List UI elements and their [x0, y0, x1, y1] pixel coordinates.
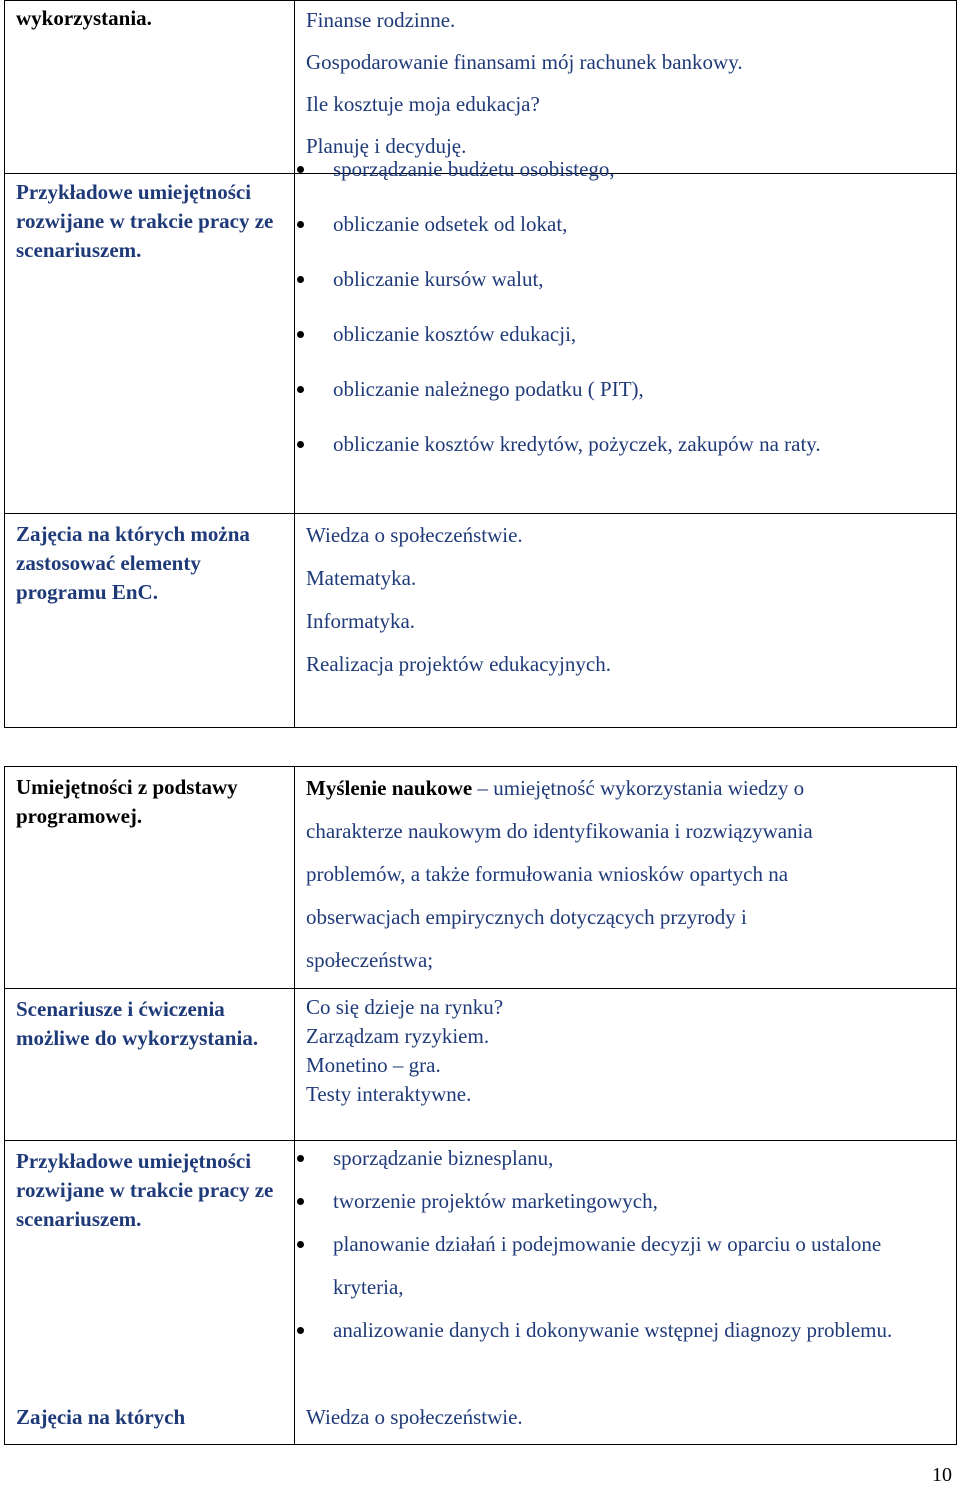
core-skill-cell: [295, 767, 957, 989]
bullet-icon: [297, 441, 304, 448]
row-label-cell: [5, 1403, 295, 1445]
skill-description-line: obserwacjach empirycznych dotyczących przyrody i: [306, 905, 747, 929]
scenario-item: Ile kosztuje moja edukacja?: [306, 92, 540, 116]
row-label: Zajęcia na których można zastosować elementy programu EnC.: [16, 522, 250, 604]
curriculum-table-2: [4, 766, 957, 1445]
list-item: sporządzanie budżetu osobistego,: [295, 148, 956, 191]
row-label-cell: [5, 767, 295, 989]
list-item: obliczanie kosztów kredytów, pożyczek, zakupów na raty.: [295, 423, 956, 466]
scenarios-cell: [295, 989, 957, 1141]
subjects-cell: [295, 514, 957, 728]
bullet-icon: [297, 386, 304, 393]
bullet-icon: [297, 1327, 304, 1334]
skill-description-line: problemów, a także formułowania wniosków opartych na: [306, 862, 789, 886]
bullet-icon: [297, 331, 304, 338]
scenario-item: Finanse rodzinne.: [306, 8, 456, 32]
table-row: [5, 1403, 957, 1445]
scenario-item: Co się dzieje na rynku?: [306, 995, 504, 1019]
skill-description-line: społeczeństwa;: [306, 948, 434, 972]
bullet-icon: [297, 166, 304, 173]
row-label-cell: [5, 1, 295, 174]
row-label-cell: [5, 514, 295, 728]
subject-item: Wiedza o społeczeństwie.: [306, 1405, 523, 1429]
bullet-icon: [297, 1241, 304, 1248]
scenario-item: Planuję i decyduję.: [306, 134, 467, 158]
list-item: obliczanie należnego podatku ( PIT),: [295, 368, 956, 411]
table-row: [5, 767, 957, 989]
row-label-cell: [5, 1141, 295, 1403]
list-item: obliczanie odsetek od lokat,: [295, 203, 956, 246]
skill-description-line: umiejętność wykorzystania wiedzy o: [493, 776, 805, 800]
row-label-cell: [5, 174, 295, 514]
list-item: planowanie działań i podejmowanie decyzji w oparciu o ustalone kryteria,: [295, 1223, 893, 1309]
list-item: tworzenie projektów marketingowych,: [295, 1180, 956, 1223]
skill-dash: –: [477, 776, 489, 800]
bullet-icon: [297, 1155, 304, 1162]
table-row: [5, 514, 957, 728]
bullet-icon: [297, 276, 304, 283]
list-item: obliczanie kosztów edukacji,: [295, 313, 956, 356]
scenario-item: Zarządzam ryzykiem.: [306, 1024, 490, 1048]
skill-term: Myślenie naukowe: [306, 776, 473, 800]
curriculum-table-1: [4, 0, 957, 728]
skills-cell: [295, 157, 957, 514]
skill-description-line: charakterze naukowym do identyfikowania i rozwiązywania: [306, 819, 813, 843]
subjects-cell: [295, 1403, 957, 1445]
row-label: wykorzystania.: [16, 6, 152, 30]
skills-cell: [295, 1141, 957, 1403]
subject-item: Realizacja projektów edukacyjnych.: [306, 652, 611, 676]
row-label: Przykładowe umiejętności rozwijane w trakcie pracy ze scenariuszem.: [16, 180, 274, 262]
skills-list: [295, 1137, 956, 1352]
scenario-item: Testy interaktywne.: [306, 1082, 472, 1106]
row-label: Zajęcia na których: [16, 1405, 186, 1429]
list-item: analizowanie danych i dokonywanie wstępnej diagnozy problemu.: [295, 1309, 893, 1352]
page-number: 10: [932, 1464, 952, 1486]
skills-list: [295, 148, 956, 466]
list-item: obliczanie kursów walut,: [295, 258, 956, 301]
table-row: [5, 174, 957, 514]
table-row: [5, 989, 957, 1141]
scenario-item: Gospodarowanie finansami mój rachunek bankowy.: [306, 50, 743, 74]
subject-item: Informatyka.: [306, 609, 416, 633]
row-label-cell: [5, 989, 295, 1141]
table-row: [5, 1141, 957, 1403]
subject-item: Wiedza o społeczeństwie.: [306, 523, 523, 547]
row-label: Scenariusze i ćwiczenia możliwe do wykorzystania.: [16, 997, 259, 1050]
row-label: Umiejętności z podstawy programowej.: [16, 775, 238, 828]
scenario-item: Monetino – gra.: [306, 1053, 441, 1077]
bullet-icon: [297, 1198, 304, 1205]
subject-item: Matematyka.: [306, 566, 417, 590]
bullet-icon: [297, 221, 304, 228]
row-label: Przykładowe umiejętności rozwijane w trakcie pracy ze scenariuszem.: [16, 1149, 274, 1231]
list-item: sporządzanie biznesplanu,: [295, 1137, 956, 1180]
